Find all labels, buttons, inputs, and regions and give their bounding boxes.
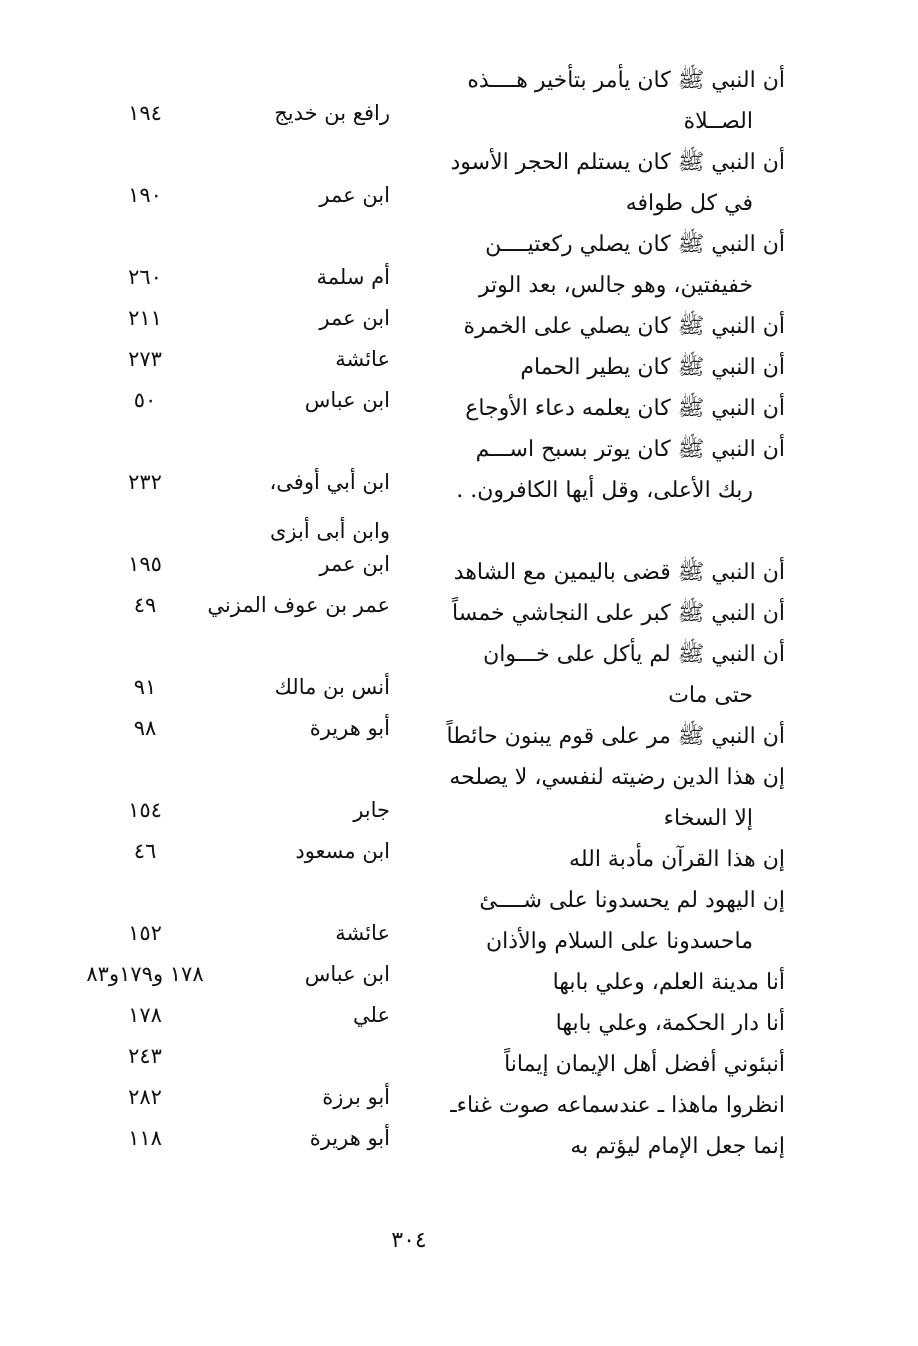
- narrator-name: ابن عمر: [319, 552, 390, 576]
- page-reference: ١٧٨: [128, 1003, 162, 1027]
- narrator-name: ابن عمر: [319, 183, 390, 207]
- narrator-name: أم سلمة: [316, 265, 390, 289]
- page-reference: ١٩٤: [128, 101, 162, 125]
- hadith-text: إلا السخاء: [663, 806, 753, 831]
- hadith-text: أن النبي ﷺ كان يطير الحمام: [520, 355, 785, 380]
- narrator-name-continued: وابن أبى أبزى: [269, 519, 390, 543]
- narrator-name: ابن عمر: [319, 306, 390, 330]
- narrator-name: أبو هريرة: [309, 1126, 390, 1150]
- hadith-text: خفيفتين، وهو جالس، بعد الوتر: [478, 273, 753, 298]
- index-entry: [70, 60, 785, 142]
- narrator-name: عائشة: [335, 347, 390, 371]
- index-entry: [70, 593, 785, 634]
- hadith-text: أن النبي ﷺ كان يعلمه دعاء الأوجاع: [465, 396, 785, 421]
- page-reference: ١٥٢: [128, 921, 162, 945]
- hadith-text: أنا مدينة العلم، وعلي بابها: [552, 970, 785, 995]
- narrator-name: ابن عباس: [304, 388, 390, 412]
- narrator-name: رافع بن خديج: [274, 101, 390, 125]
- index-entry: [70, 757, 785, 839]
- hadith-text: أن النبي ﷺ كان يصلي ركعتيــــن: [485, 232, 785, 257]
- hadith-text: أن النبي ﷺ مر على قوم يبنون حائطاً: [446, 724, 785, 749]
- page-reference: ٢٣٢: [128, 470, 162, 494]
- hadith-text: أنا دار الحكمة، وعلي بابها: [555, 1011, 785, 1036]
- page-reference: ١٩٠: [128, 183, 162, 207]
- hadith-text: إن اليهود لم يحسدونا على شــــئ: [479, 888, 785, 913]
- index-row: [70, 470, 785, 511]
- hadith-text: إنما جعل الإمام ليؤتم به: [570, 1134, 785, 1159]
- hadith-text: أن النبي ﷺ كان يستلم الحجر الأسود: [450, 150, 785, 175]
- page-reference: ٩١: [133, 675, 157, 699]
- page-reference: ٤٦: [133, 839, 157, 863]
- index-row: [70, 839, 785, 880]
- index-entry: [70, 716, 785, 757]
- page-reference: ٢٦٠: [128, 265, 162, 289]
- index-entry: [70, 142, 785, 224]
- page-reference: ٢٨٢: [128, 1085, 162, 1109]
- page-reference: ٥٠: [133, 388, 157, 412]
- narrator-name: ابن عباس: [304, 962, 390, 986]
- hadith-text: إن هذا الدين رضيته لنفسي، لا يصلحه: [449, 765, 785, 790]
- index-entry: [70, 839, 785, 880]
- hadith-text: ربك الأعلى، وقل أيها الكافرون. .: [456, 478, 753, 503]
- narrator-name: علي: [353, 1003, 390, 1027]
- index-row: [70, 183, 785, 224]
- hadith-index-table: [70, 60, 785, 1167]
- hadith-text: الصــلاة: [683, 109, 753, 134]
- page-reference: ١١٨: [128, 1126, 162, 1150]
- page-reference: ٩٨: [133, 716, 157, 740]
- hadith-text: إن هذا القرآن مأدبة الله: [569, 847, 785, 872]
- hadith-text: في كل طوافه: [625, 191, 753, 216]
- narrator-name: جابر: [353, 798, 390, 822]
- index-entry: [70, 880, 785, 962]
- page-reference: ٤٩: [133, 593, 157, 617]
- page-reference: ١٩٥: [128, 552, 162, 576]
- narrator-name: أنس بن مالك: [274, 675, 390, 699]
- page-reference: ٢٤٣: [128, 1044, 162, 1068]
- narrator-name: ابن مسعود: [295, 839, 390, 863]
- hadith-text: حتى مات: [668, 683, 753, 708]
- index-row: [70, 388, 785, 429]
- narrator-name: عائشة: [335, 921, 390, 945]
- hadith-text: أن النبي ﷺ لم يأكل على خـــوان: [483, 642, 785, 667]
- index-row: [70, 1126, 785, 1167]
- page-number: ٣٠٤: [391, 1228, 427, 1253]
- hadith-text: ماحسدونا على السلام والأذان: [486, 929, 753, 954]
- index-row: [70, 716, 785, 757]
- index-row: [70, 593, 785, 634]
- page-reference: ١٥٤: [128, 798, 162, 822]
- narrator-name: عمر بن عوف المزني: [207, 593, 390, 617]
- index-row: [70, 101, 785, 142]
- narrator-name: أبو برزة: [322, 1085, 390, 1109]
- page-reference: ١٧٨ و١٧٩و٨٣: [86, 962, 204, 986]
- index-entry: [70, 1126, 785, 1167]
- narrator-name: ابن أبي أوفى،: [269, 470, 390, 494]
- hadith-text: أنبئوني أفضل أهل الإيمان إيماناً: [504, 1052, 785, 1077]
- index-entry: [70, 634, 785, 716]
- hadith-text: أن النبي ﷺ كان يصلي على الخمرة: [463, 314, 785, 339]
- hadith-text: انظروا ماهذا ـ عندسماعه صوت غناءـ: [450, 1093, 785, 1118]
- page-reference: ٢١١: [128, 306, 162, 330]
- hadith-text: أن النبي ﷺ قضى باليمين مع الشاهد: [453, 560, 785, 585]
- hadith-text: أن النبي ﷺ كان يأمر بتأخير هــــذه: [467, 68, 785, 93]
- index-entry: [70, 429, 785, 552]
- page-reference: ٢٧٣: [128, 347, 162, 371]
- index-entry: [70, 224, 785, 306]
- hadith-text: أن النبي ﷺ كبر على النجاشي خمساً: [451, 601, 785, 626]
- index-entry: [70, 388, 785, 429]
- narrator-name: أبو هريرة: [309, 716, 390, 740]
- hadith-text: أن النبي ﷺ كان يوتر بسبح اســـم: [475, 437, 785, 462]
